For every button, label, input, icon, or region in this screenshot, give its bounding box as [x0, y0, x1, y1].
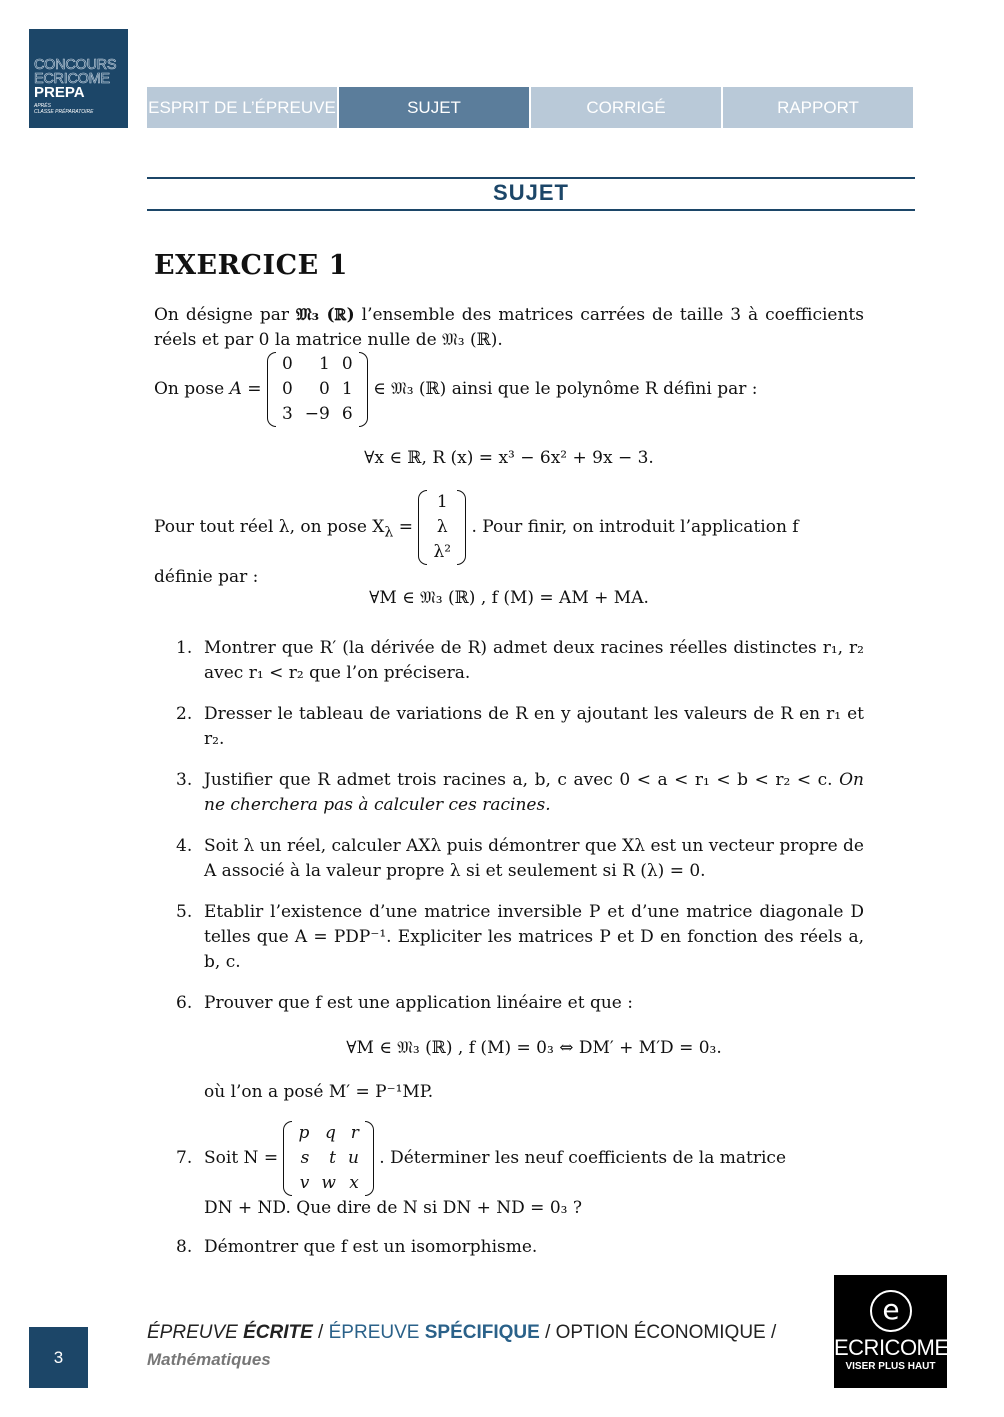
question-text-italic: On ne cherchera pas à calculer ces racines.	[204, 770, 865, 815]
matrix-A-cell: 0	[281, 354, 293, 374]
formula-R: ∀x ∈ ℝ, R (x) = x³ − 6x² + 9x − 3.	[364, 448, 654, 468]
matrix-N-cell: s	[300, 1148, 310, 1168]
question-number: 6.	[176, 993, 193, 1013]
vector-X	[418, 490, 466, 565]
matrix-A-cell: 0	[341, 354, 353, 374]
question-number: 1.	[176, 638, 193, 658]
question-number: 5.	[176, 902, 193, 922]
question-item	[154, 702, 864, 752]
question-item	[154, 991, 864, 1105]
question-7-prefix: Soit N =	[204, 1148, 279, 1168]
question-text: Soit λ un réel, calculer AXλ puis démontrer que Xλ est un vecteur propre de A associé à la valeur propre λ si et seulement si R (λ) = 0.	[204, 836, 864, 881]
footer-exam-type	[147, 1322, 776, 1344]
pose-X-eq: =	[393, 517, 414, 537]
intro-text-1: On désigne par	[154, 305, 296, 325]
question-7-suffix: . Déterminer les neuf coefficients de la matrice	[379, 1148, 787, 1168]
section-title: SUJET	[493, 180, 569, 205]
question-item	[154, 636, 864, 686]
matrix-N-cell: u	[347, 1148, 359, 1168]
logo-line-concours: CONCOURS	[34, 57, 117, 73]
question-number: 7.	[176, 1148, 193, 1168]
pose-X-prefix: Pour tout réel λ, on pose X	[154, 517, 385, 537]
formula-f: ∀M ∈ 𝔐₃ (ℝ) , f (M) = AM + MA.	[369, 588, 649, 608]
footer-part2-bold: SPÉCIFIQUE	[424, 1322, 540, 1343]
concours-logo	[29, 29, 128, 128]
footer-sep: /	[312, 1322, 329, 1343]
question-text: Démontrer que f est un isomorphisme.	[204, 1237, 538, 1257]
vector-X-cell: λ	[436, 517, 448, 537]
matrix-N-cell: v	[299, 1173, 310, 1193]
question-item	[154, 1121, 864, 1221]
question-text	[204, 768, 864, 818]
pose-X-suffix: . Pour finir, on introduit l’application f	[471, 517, 799, 537]
definition-X	[154, 490, 864, 565]
pose-A: A =	[229, 379, 262, 399]
logo-line-prepa: PREPA	[34, 84, 85, 101]
footer-part1-bold: ÉCRITE	[243, 1322, 313, 1343]
question-after-text: où l’on a posé M′ = P⁻¹MP.	[204, 1082, 434, 1102]
question-text: Prouver que f est une application linéaire et que :	[204, 993, 633, 1013]
vector-X-cell: 1	[436, 492, 448, 512]
matrix-N-cell: t	[329, 1148, 336, 1168]
question-text	[204, 1121, 864, 1221]
matrix-A-cell: 0	[319, 379, 330, 399]
tab-sujet[interactable]: SUJET	[339, 87, 529, 128]
intro-text-3: la matrice nulle de 𝔐₃ (ℝ).	[274, 330, 503, 350]
matrix-A-cell: 1	[319, 354, 330, 374]
question-text: Montrer que R′ (la dérivée de R) admet deux racines réelles distinctes r₁, r₂ avec r₁ < r₂ que l’on précisera.	[204, 638, 864, 683]
brand-tagline: VISER PLUS HAUT	[845, 1361, 936, 1372]
footer-sep: /	[765, 1322, 777, 1343]
question-number: 8.	[176, 1237, 193, 1257]
section-rule-top	[147, 177, 915, 179]
question-text: Etablir l’existence d’une matrice inversible P et d’une matrice diagonale D telles que A = PDP⁻¹. Expliciter les matrices P et D en fonction des réels a, b, c.	[204, 902, 864, 972]
question-text-main: Justifier que R admet trois racines a, b, c avec 0 < a < r₁ < b < r₂ < c.	[204, 770, 833, 790]
question-formula: ∀M ∈ 𝔐₃ (ℝ) , f (M) = 0₃ ⇔ DM′ + M′D = 0₃.	[346, 1038, 722, 1058]
matrix-N-cell: r	[350, 1123, 359, 1143]
question-text: Dresser le tableau de variations de R en y ajoutant les valeurs de R en r₁ et r₂.	[204, 704, 864, 749]
matrix-A	[267, 352, 368, 427]
pose-suffix: ∈ 𝔐₃ (ℝ) ainsi que le polynôme R défini par :	[373, 379, 758, 399]
page-number: 3	[29, 1327, 88, 1388]
tab-corrige[interactable]: CORRIGÉ	[531, 87, 721, 128]
footer-part2: ÉPREUVE	[328, 1322, 425, 1343]
matrix-A-cell: 3	[281, 404, 293, 424]
pose-X-sub: λ	[384, 524, 394, 541]
pose-prefix: On pose	[154, 379, 230, 399]
logo-line-classe: CLASSE PRÉPARATOIRE	[34, 109, 94, 115]
matrix-N-cell: q	[325, 1123, 336, 1143]
matrix-N-cell: w	[321, 1173, 336, 1193]
definition-A	[154, 352, 864, 427]
footer-subject: Mathématiques	[147, 1350, 271, 1369]
matrix-N-cell: p	[298, 1123, 310, 1143]
brand-e-icon: e	[870, 1290, 912, 1332]
vector-X-cell: λ²	[433, 542, 452, 562]
brand-name: ECRICOME	[834, 1335, 949, 1360]
section-tabs	[147, 87, 915, 128]
logo-line-ecricome: ECRICOME	[34, 71, 110, 87]
intro-text-2: l’ensemble des matrices carrées de taille 3 à coefficients réels et par 0	[154, 305, 864, 350]
question-item	[154, 1235, 864, 1260]
intro-m3: 𝔐₃ (ℝ)	[295, 305, 355, 325]
matrix-A-cell: 1	[341, 379, 353, 399]
question-number: 2.	[176, 704, 193, 724]
logo-line-apres: APRÈS	[34, 103, 51, 109]
matrix-N	[283, 1121, 373, 1196]
exercise-intro	[154, 303, 864, 353]
question-number: 3.	[176, 770, 193, 790]
matrix-A-cell: 6	[341, 404, 353, 424]
footer-sep: /	[539, 1322, 556, 1343]
matrix-N-cell: x	[349, 1173, 359, 1193]
matrix-A-cell: −9	[304, 404, 330, 424]
exercise-title: EXERCICE 1	[154, 250, 348, 281]
tab-rapport[interactable]: RAPPORT	[723, 87, 913, 128]
question-item	[154, 834, 864, 884]
tab-esprit[interactable]: ESPRIT DE L’ÉPREUVE	[147, 87, 337, 128]
footer-part1: ÉPREUVE	[147, 1322, 244, 1343]
defined-by: définie par :	[154, 567, 259, 587]
matrix-A-cell: 0	[281, 379, 293, 399]
section-rule-bottom	[147, 209, 915, 211]
ecricome-brand-logo	[834, 1275, 947, 1388]
question-7-text2: DN + ND. Que dire de N si DN + ND = 0₃ ?	[204, 1198, 582, 1218]
footer-part3: OPTION ÉCONOMIQUE	[555, 1322, 766, 1343]
question-item	[154, 768, 864, 818]
question-item	[154, 900, 864, 975]
question-number: 4.	[176, 836, 193, 856]
